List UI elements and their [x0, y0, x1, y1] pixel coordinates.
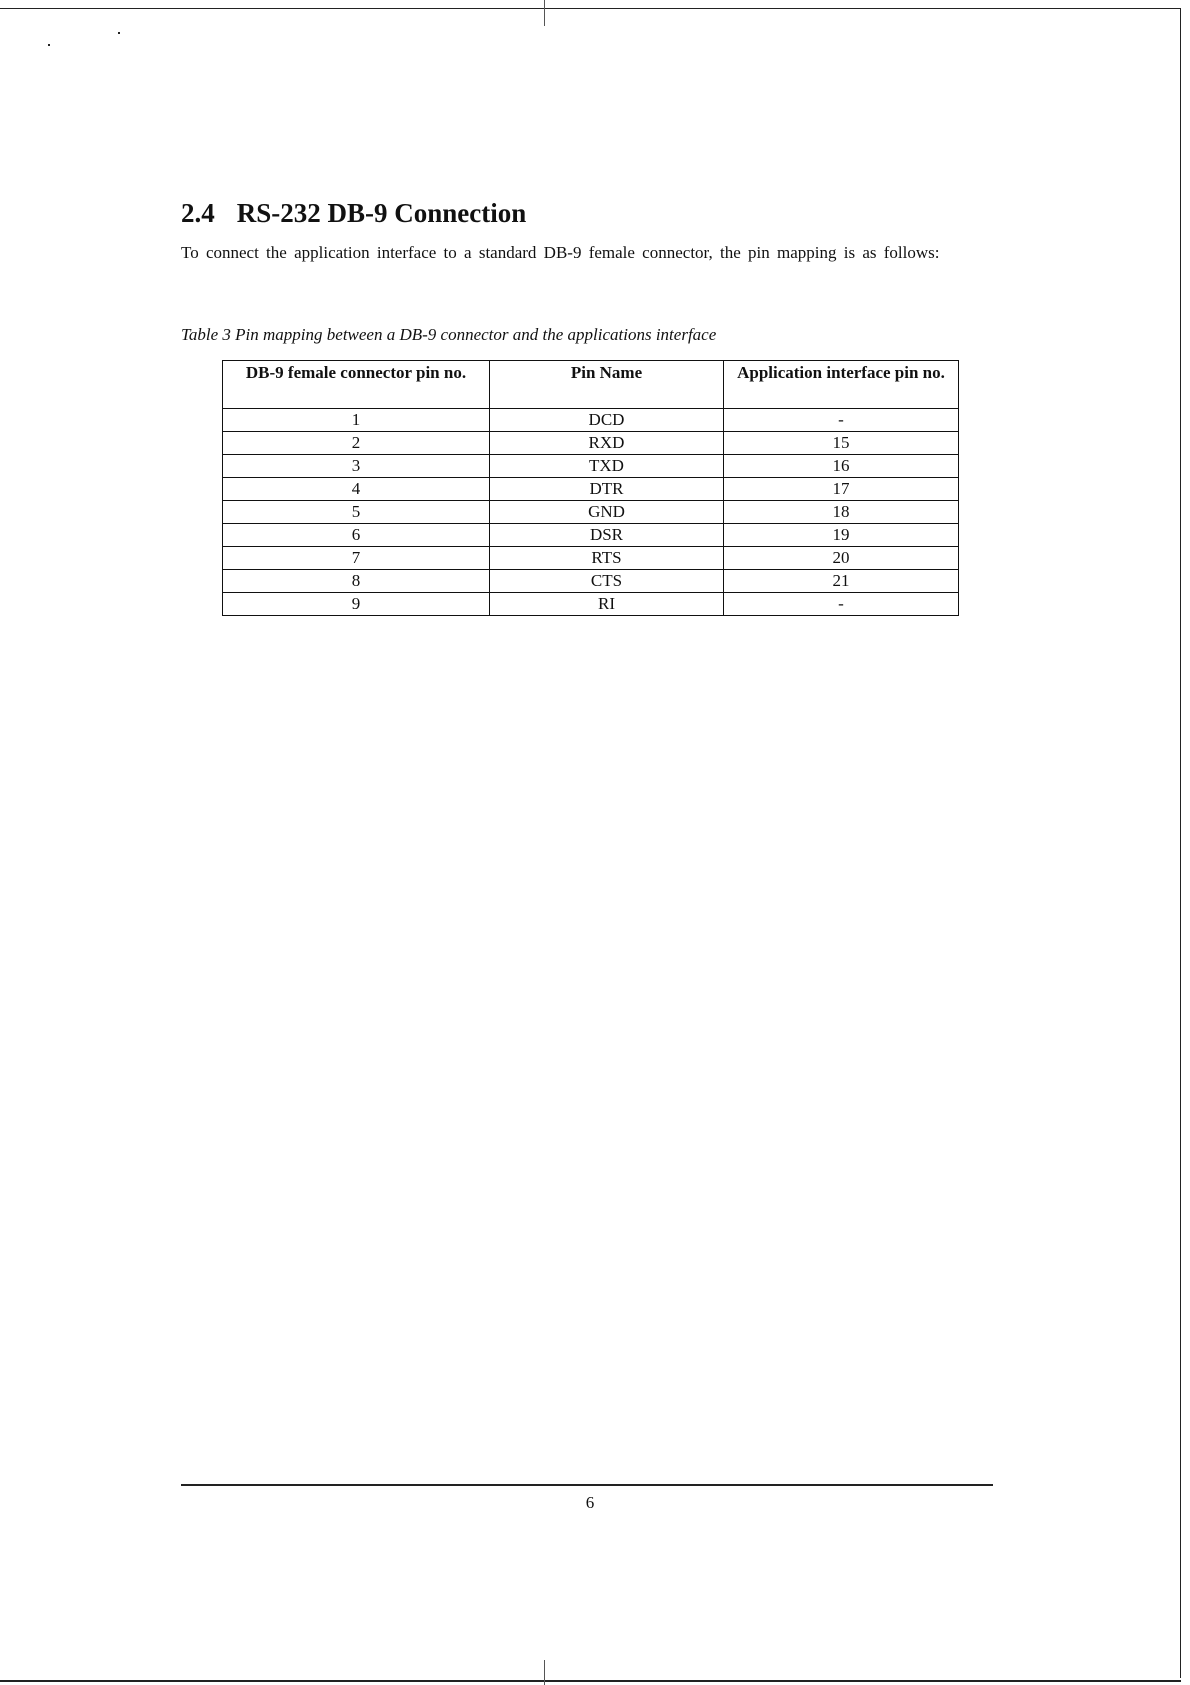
table-row	[223, 478, 959, 501]
table-header-row	[223, 361, 959, 409]
cell-app-pin: 21	[724, 570, 959, 593]
cell-pin-name: RTS	[490, 547, 724, 570]
cell-pin-name: RXD	[490, 432, 724, 455]
section-title: RS-232 DB-9 Connection	[236, 198, 527, 228]
cell-db9-pin: 8	[223, 570, 490, 593]
pin-mapping-table	[222, 360, 959, 616]
section-heading	[181, 198, 526, 229]
cell-pin-name: TXD	[490, 455, 724, 478]
table-row	[223, 547, 959, 570]
table-row	[223, 524, 959, 547]
cell-app-pin: 15	[724, 432, 959, 455]
cell-db9-pin: 6	[223, 524, 490, 547]
cell-pin-name: CTS	[490, 570, 724, 593]
header-app-pin: Application interface pin no.	[724, 361, 959, 409]
scan-dot	[118, 32, 120, 34]
cell-db9-pin: 1	[223, 409, 490, 432]
footer-rule	[181, 1484, 993, 1486]
page-number: 6	[585, 1493, 595, 1512]
cell-pin-name: RI	[490, 593, 724, 616]
table-row	[223, 501, 959, 524]
cell-db9-pin: 3	[223, 455, 490, 478]
cell-app-pin: 16	[724, 455, 959, 478]
cell-app-pin: 18	[724, 501, 959, 524]
table-row	[223, 432, 959, 455]
section-number: 2.4	[181, 198, 215, 228]
cell-pin-name: DSR	[490, 524, 724, 547]
cell-app-pin: -	[724, 409, 959, 432]
scan-tick-bottom	[544, 1660, 545, 1685]
cell-app-pin: 17	[724, 478, 959, 501]
scan-tick-top	[544, 0, 545, 26]
cell-app-pin: 19	[724, 524, 959, 547]
cell-db9-pin: 5	[223, 501, 490, 524]
cell-pin-name: DCD	[490, 409, 724, 432]
table-caption: Table 3 Pin mapping between a DB-9 connector and the applications interface	[181, 325, 717, 344]
cell-pin-name: DTR	[490, 478, 724, 501]
cell-app-pin: 20	[724, 547, 959, 570]
cell-pin-name: GND	[490, 501, 724, 524]
cell-app-pin: -	[724, 593, 959, 616]
header-pin-name: Pin Name	[490, 361, 724, 409]
cell-db9-pin: 9	[223, 593, 490, 616]
intro-paragraph: To connect the application interface to a standard DB-9 female connector, the pin mapping is as follows:	[181, 243, 940, 262]
page-border-top	[0, 8, 1181, 9]
cell-db9-pin: 4	[223, 478, 490, 501]
scan-dot	[48, 44, 50, 46]
page-border-right	[1180, 8, 1181, 1678]
cell-db9-pin: 7	[223, 547, 490, 570]
table-row	[223, 455, 959, 478]
table-row	[223, 593, 959, 616]
table-row	[223, 570, 959, 593]
page-border-bottom	[0, 1680, 1181, 1682]
table-row	[223, 409, 959, 432]
cell-db9-pin: 2	[223, 432, 490, 455]
header-db9-pin: DB-9 female connector pin no.	[223, 361, 490, 409]
